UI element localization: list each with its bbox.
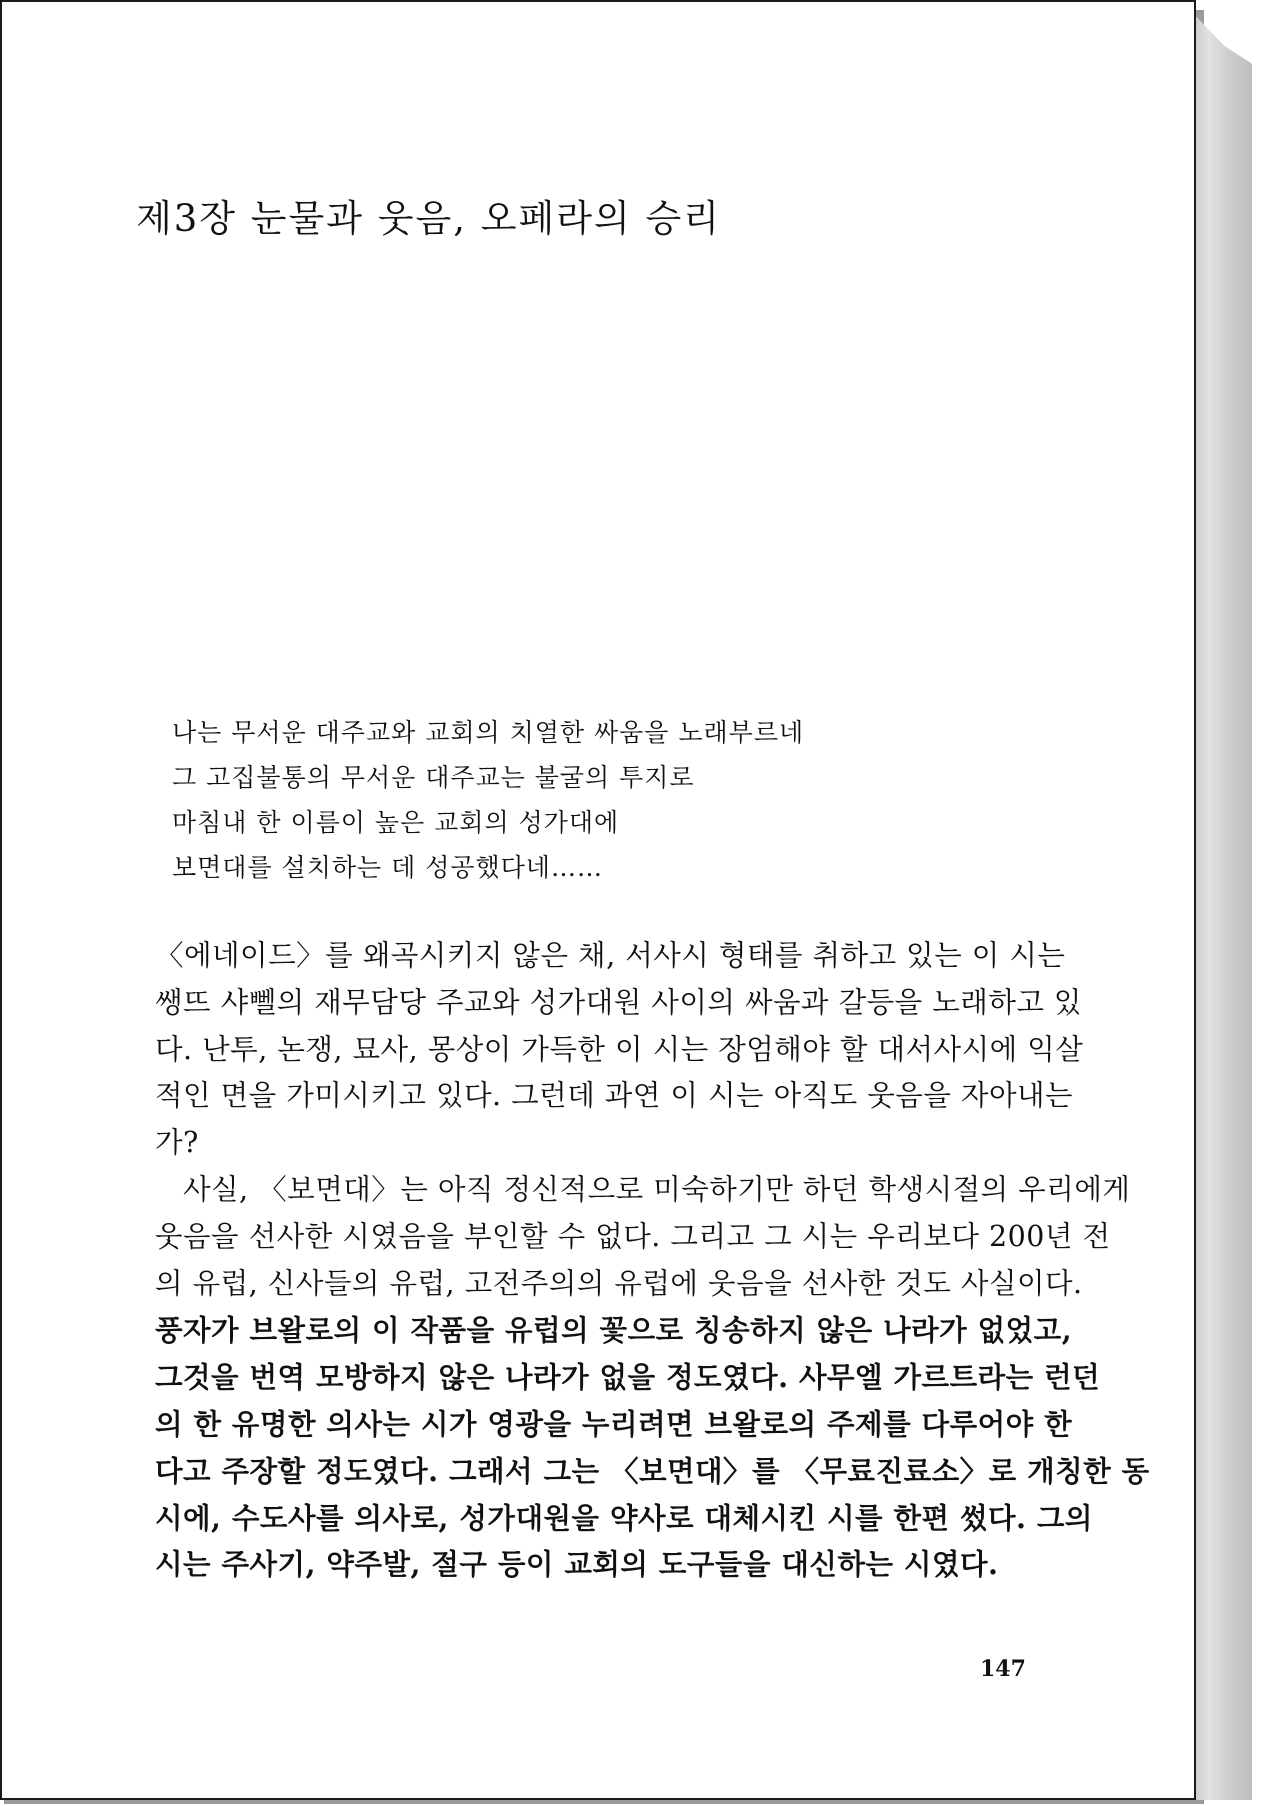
paragraph-line: 그것을 번역 모방하지 않은 나라가 없을 정도였다. 사무엘 가르트라는 런던	[155, 1360, 1101, 1395]
paragraph-line: 풍자가 브왈로의 이 작품을 유럽의 꽃으로 칭송하지 않은 나라가 없었고,	[155, 1313, 1073, 1348]
paragraph-line: 웃음을 선사한 시였음을 부인할 수 없다. 그리고 그 시는 우리보다 200년 전	[155, 1219, 1111, 1253]
page-number: 147	[980, 1656, 1026, 1682]
paragraph-line: 시에, 수도사를 의사로, 성가대원을 약사로 대체시킨 시를 한편 썼다. 그의	[155, 1500, 1093, 1535]
body-text	[155, 933, 1150, 1588]
verse-line: 마침내 한 이름이 높은 교회의 성가대에	[172, 808, 620, 837]
chapter-title: 제3장 눈물과 웃음, 오페라의 승리	[136, 197, 721, 240]
verse-line: 보면대를 설치하는 데 성공했다네……	[172, 853, 603, 882]
paragraph-line: 다. 난투, 논쟁, 묘사, 몽상이 가득한 이 시는 장엄해야 할 대서사시에 익살	[155, 1032, 1084, 1066]
paragraph-line: 사실, 〈보면대〉는 아직 정신적으로 미숙하기만 하던 학생시절의 우리에게	[183, 1172, 1131, 1206]
paragraph-line: 의 유럽, 신사들의 유럽, 고전주의의 유럽에 웃음을 선사한 것도 사실이다.	[155, 1266, 1083, 1300]
page-edges	[1190, 10, 1252, 1800]
paragraph-line: 쌩뜨 샤뻴의 재무담당 주교와 성가대원 사이의 싸움과 갈등을 노래하고 있	[155, 985, 1082, 1019]
paragraph-line: 적인 면을 가미시키고 있다. 그런데 과연 이 시는 아직도 웃음을 자아내는	[155, 1079, 1074, 1113]
verse-block	[172, 710, 972, 890]
paragraph-line: 가?	[155, 1126, 199, 1160]
paragraph-line: 의 한 유명한 의사는 시가 영광을 누리려면 브왈로의 주제를 다루어야 한	[155, 1406, 1073, 1441]
paragraph-line: 〈에네이드〉를 왜곡시키지 않은 채, 서사시 형태를 취하고 있는 이 시는	[155, 939, 1066, 972]
paragraph-line: 다고 주장할 정도였다. 그래서 그는 〈보면대〉를 〈무료진료소〉로 개칭한 동	[155, 1453, 1150, 1488]
verse-line: 나는 무서운 대주교와 교회의 치열한 싸움을 노래부르네	[172, 718, 805, 747]
paragraph-line: 시는 주사기, 약주발, 절구 등이 교회의 도구들을 대신하는 시였다.	[155, 1547, 999, 1582]
verse-line: 그 고집불통의 무서운 대주교는 불굴의 투지로	[172, 763, 695, 792]
